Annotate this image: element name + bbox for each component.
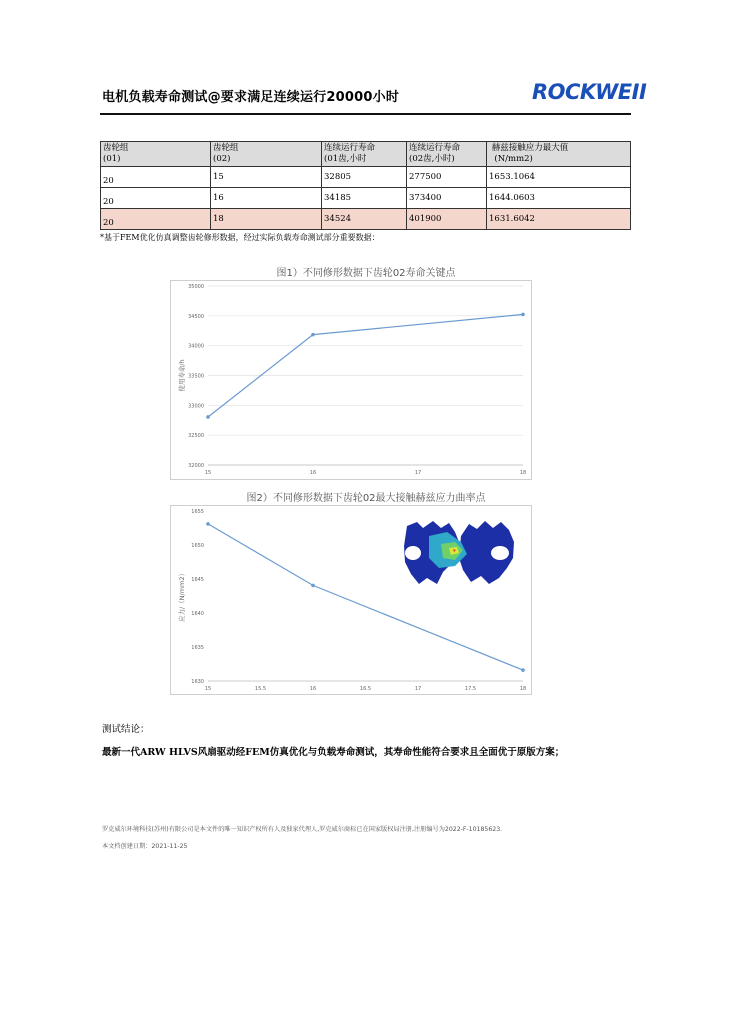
chart-x-tick-label: 16.5 [359,686,372,692]
table-cell: 1644.0603 [487,188,631,209]
chart-data-point [311,584,315,588]
chart-x-tick-label: 17 [414,686,422,692]
chart-y-tick-label: 1635 [191,645,204,651]
header-line: (02) [213,154,231,164]
chart-data-point [311,333,315,337]
table-cell: 1653.1064 [487,167,631,188]
chart-y-tick-label: 34000 [188,343,204,350]
chart-y-tick-label: 35000 [188,284,204,290]
chart1-life-curve [170,280,532,480]
chart-y-axis-label: 使用寿命/h [178,359,186,392]
chart-frame [171,281,532,480]
table-cell: 20 [101,209,211,230]
table-cell: 34524 [322,209,407,230]
fem-bore-left [405,546,421,560]
chart-y-tick-label: 1630 [191,679,204,685]
chart-x-tick-label: 18 [519,470,527,476]
chart-x-tick-label: 15 [204,470,212,476]
conclusion-text: 最新一代ARW HLVS风扇驱动经FEM仿真优化与负载寿命测试，其寿命性能符合要求且全面优于原版方案； [102,747,565,758]
chart-x-tick-label: 15.5 [254,686,267,692]
table-row-highlighted [101,209,631,230]
chart-y-tick-label: 1655 [191,509,204,515]
chart-y-tick-label: 1640 [191,611,204,617]
header-line: 连续运行寿命 [409,143,461,153]
table-cell: 15 [211,167,322,188]
table-cell: 20 [101,188,211,209]
header-divider [100,113,631,115]
header-line: 连续运行寿命 [324,143,376,153]
table-header-cell [487,142,631,167]
table-cell: 373400 [407,188,487,209]
table-cell: 401900 [407,209,487,230]
table-header-cell [407,142,487,167]
company-logo: ROCKWEII [532,80,647,104]
table-note: *基于FEM优化仿真调整齿轮修形数据，经过实际负载寿命测试部分重要数据： [100,233,380,242]
fem-simulation-image [403,518,515,587]
chart-data-point [521,313,525,317]
document-title: 电机负载寿命测试@要求满足连续运行20000小时 [102,90,400,105]
table-cell: 34185 [322,188,407,209]
table-header-cell [211,142,322,167]
table-cell: 32805 [322,167,407,188]
table-cell: 277500 [407,167,487,188]
header-line: 齿轮组 [103,143,129,153]
chart-y-axis-label: 应力/（N/mm2） [178,569,186,623]
fem-bore-right [491,546,509,560]
table-header-cell [322,142,407,167]
chart-y-tick-label: 1645 [191,577,204,583]
table-header-cell [101,142,211,167]
chart-y-tick-label: 34500 [188,313,204,320]
header-line: 赫兹接触应力最大值 [491,143,569,153]
chart-data-point [206,522,210,526]
chart-x-tick-label: 16 [309,686,317,692]
chart-x-tick-label: 18 [519,686,527,692]
chart-x-tick-label: 15 [204,686,212,692]
table-row [101,188,631,209]
table-cell: 18 [211,209,322,230]
test-data-table [100,141,631,230]
chart-x-tick-label: 17 [414,470,422,476]
header-line: (01齿,小时 [324,154,367,164]
chart-x-tick-label: 16 [309,470,317,476]
table-header-row [101,142,631,167]
header-line: 齿轮组 [213,143,239,153]
chart-y-tick-label: 1650 [191,543,204,549]
chart-x-tick-label: 17.5 [464,686,477,692]
footer-copyright: 罗克威尔环境科技(苏州)有限公司是本文件的唯一知识产权所有人及独家代理人,罗克威尔商标已在国家版权局注册,注册编号为2022-F-10185623. [102,826,503,833]
table-cell: 16 [211,188,322,209]
chart-y-tick-label: 32500 [188,433,204,440]
chart-y-tick-label: 33000 [188,403,204,410]
table-row [101,167,631,188]
chart-data-point [521,668,525,672]
header-line: (01) [103,154,121,164]
footer-date: 本文档创建日期：2021-11-25 [102,843,188,850]
header-line: (02齿,小时) [409,154,455,164]
chart2-title: 图2）不同修形数据下齿轮02最大接触赫兹应力曲率点 [246,493,486,504]
chart-y-tick-label: 33500 [188,373,204,380]
conclusion-label: 测试结论： [102,724,150,735]
chart-data-point [206,415,210,419]
chart1-title: 图1）不同修形数据下齿轮02寿命关键点 [276,268,456,279]
chart-y-tick-label: 32000 [188,463,204,469]
header-line: (N/mm2) [494,154,533,164]
table-cell: 20 [101,167,211,188]
table-cell: 1631.6042 [487,209,631,230]
